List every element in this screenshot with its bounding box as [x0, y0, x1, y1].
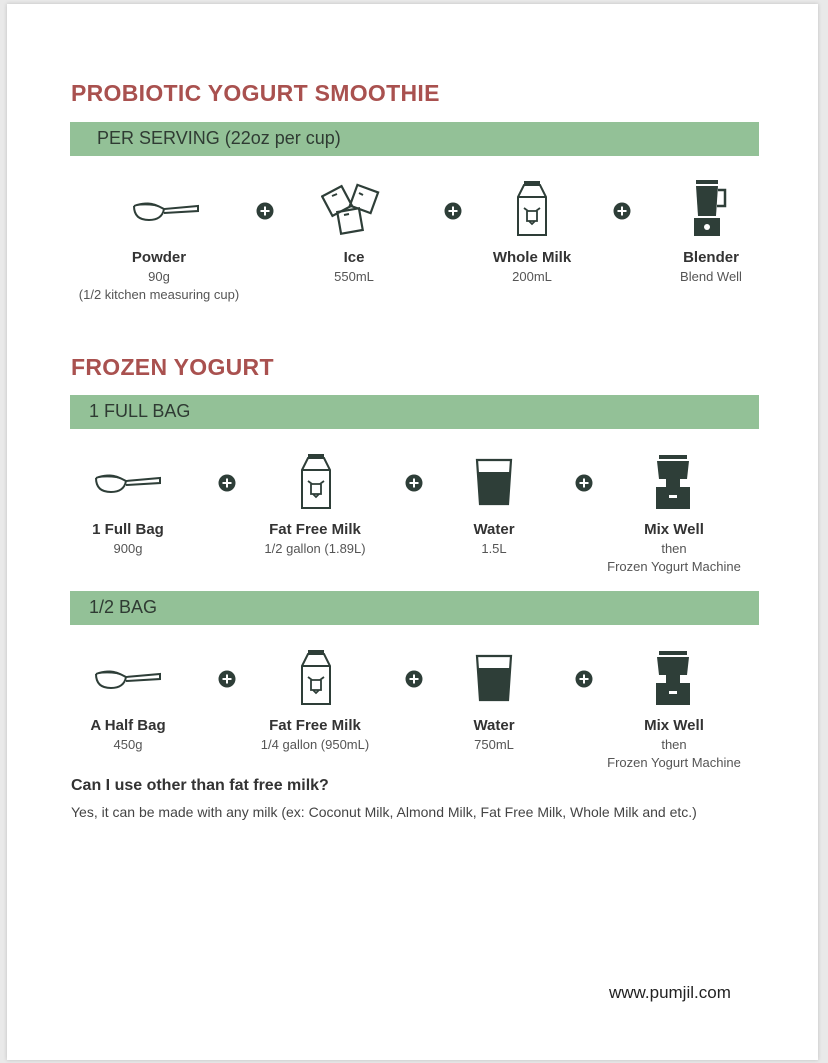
item-name: Fat Free Milk	[269, 521, 361, 538]
item-amount: 450g	[113, 737, 143, 752]
website-link[interactable]: www.pumjil.com	[609, 983, 731, 1002]
item-name: Powder	[131, 249, 187, 266]
item-name: 1 Full Bag	[92, 521, 164, 538]
full-bag-item-water	[394, 520, 594, 558]
smoothie-item-ice	[254, 248, 454, 286]
plus-icon	[575, 474, 593, 492]
plus-icon	[444, 202, 462, 220]
faq-answer: Yes, it can be made with any milk (ex: Coconut Milk, Almond Milk, Fat Free Milk, Whole Milk and etc.)	[71, 804, 697, 820]
item-amount: 1.5L	[481, 541, 507, 556]
milk-carton-icon	[298, 650, 334, 706]
plus-icon	[218, 670, 236, 688]
plus-icon	[256, 202, 274, 220]
item-name: Blender	[683, 249, 739, 266]
plus-icon	[405, 474, 423, 492]
scoop-icon	[94, 466, 164, 496]
item-amount: 1/4 gallon (950mL)	[260, 737, 370, 752]
item-machine: Frozen Yogurt Machine	[607, 559, 741, 574]
milk-carton-icon	[514, 181, 550, 237]
item-name: Water	[473, 717, 515, 734]
plus-icon	[405, 670, 423, 688]
full-bag-item-mix	[574, 520, 774, 576]
item-machine: Frozen Yogurt Machine	[607, 755, 741, 770]
per-serving-band	[70, 122, 759, 156]
item-note: (1/2 kitchen measuring cup)	[78, 287, 240, 302]
item-amount: 550mL	[334, 269, 374, 284]
item-amount: Blend Well	[680, 269, 742, 284]
recipe-page	[7, 4, 818, 1060]
half-bag-item-water	[394, 716, 594, 754]
plus-icon	[613, 202, 631, 220]
half-bag-item-milk	[215, 716, 415, 754]
full-bag-item-powder	[28, 520, 228, 558]
item-name: Fat Free Milk	[269, 717, 361, 734]
per-serving-label: PER SERVING (22oz per cup)	[97, 128, 341, 148]
item-amount: 750mL	[474, 737, 514, 752]
smoothie-title: PROBIOTIC YOGURT SMOOTHIE	[71, 80, 440, 106]
half-bag-item-powder	[28, 716, 228, 754]
item-amount: 900g	[113, 541, 143, 556]
item-amount: 1/2 gallon (1.89L)	[264, 541, 366, 556]
item-then: then	[661, 541, 687, 556]
item-amount: 90g	[148, 269, 170, 284]
item-name: Mix Well	[644, 521, 704, 538]
half-bag-item-mix	[574, 716, 774, 772]
water-glass-icon	[475, 654, 513, 702]
water-glass-icon	[475, 458, 513, 506]
yogurt-machine-icon	[655, 651, 691, 707]
item-then: then	[661, 737, 687, 752]
smoothie-item-blender	[611, 248, 811, 286]
item-amount: 200mL	[512, 269, 552, 284]
frozen-yogurt-title: FROZEN YOGURT	[71, 354, 274, 380]
plus-icon	[575, 670, 593, 688]
full-bag-item-milk	[215, 520, 415, 558]
milk-carton-icon	[298, 454, 334, 510]
item-name: A Half Bag	[90, 717, 166, 734]
scoop-icon	[94, 662, 164, 692]
scoop-icon	[132, 194, 202, 224]
ice-cubes-icon	[321, 182, 385, 238]
item-name: Whole Milk	[492, 249, 572, 266]
item-name: Ice	[343, 249, 365, 266]
full-bag-label: 1 FULL BAG	[89, 401, 191, 421]
half-bag-band	[70, 591, 759, 625]
half-bag-label: 1/2 BAG	[89, 597, 158, 617]
smoothie-item-powder	[59, 248, 259, 304]
yogurt-machine-icon	[655, 455, 691, 511]
blender-icon	[693, 180, 729, 238]
plus-icon	[218, 474, 236, 492]
item-name: Mix Well	[644, 717, 704, 734]
item-name: Water	[473, 521, 515, 538]
faq-question: Can I use other than fat free milk?	[71, 777, 329, 794]
full-bag-band	[70, 395, 759, 429]
smoothie-item-whole-milk	[432, 248, 632, 286]
